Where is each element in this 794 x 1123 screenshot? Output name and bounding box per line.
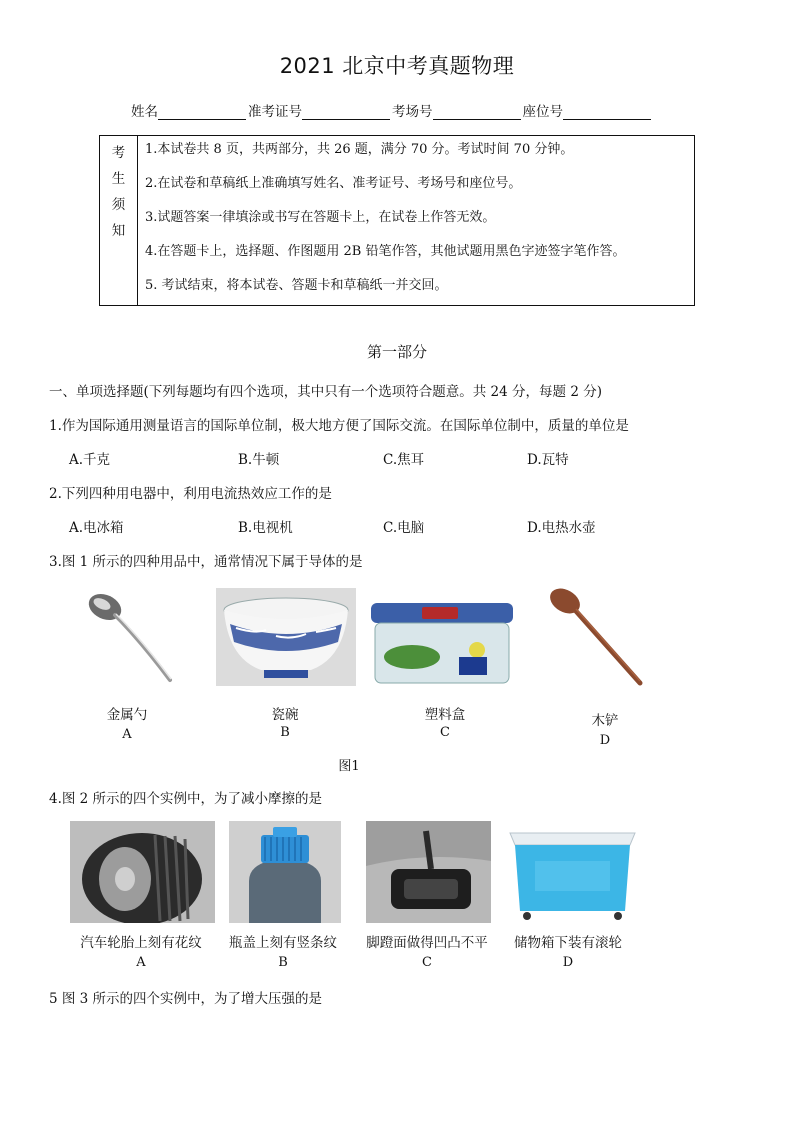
section-heading: 一、单项选择题(下列每题均有四个选项，其中只有一个选项符合题意。共 24 分，每题 2 分) bbox=[49, 384, 602, 400]
notice-side-char: 知 bbox=[111, 223, 126, 239]
plastic-box-image bbox=[367, 595, 517, 690]
seat-blank bbox=[563, 105, 651, 120]
q1-option-b: B.牛顿 bbox=[238, 452, 280, 468]
candidate-info-line bbox=[131, 100, 653, 120]
car-tire-image bbox=[70, 821, 215, 923]
q4-caption-b: 瓶盖上刻有竖条纹 bbox=[229, 935, 337, 951]
q4-caption-d: 储物箱下装有滚轮 bbox=[514, 935, 622, 951]
q4-letter-d: D bbox=[562, 955, 574, 970]
q3-letter-d: D bbox=[599, 733, 611, 748]
metal-spoon-image bbox=[70, 585, 185, 690]
q1-option-c: C.焦耳 bbox=[383, 452, 425, 468]
q2-option-c: C.电脑 bbox=[383, 520, 425, 536]
q4-caption-a: 汽车轮胎上刻有花纹 bbox=[80, 935, 202, 951]
notice-rule: 4.在答题卡上，选择题、作图题用 2B 铅笔作答，其他试题用黑色字迹签字笔作答。 bbox=[145, 244, 626, 259]
notice-side-label bbox=[100, 136, 138, 305]
wooden-spatula-image bbox=[540, 585, 655, 690]
bicycle-pedal-image bbox=[366, 821, 491, 923]
q3-caption-c: 塑料盒 bbox=[424, 707, 466, 723]
q4-letter-c: C bbox=[422, 955, 432, 970]
exam-notice-box bbox=[99, 135, 695, 306]
ticket-blank bbox=[302, 105, 390, 120]
page-title: 2021 北京中考真题物理 bbox=[279, 54, 515, 78]
porcelain-bowl-image bbox=[216, 588, 356, 686]
q3-letter-a: A bbox=[122, 727, 132, 742]
bottle-cap-image bbox=[229, 821, 341, 923]
notice-rule: 3.试题答案一律填涂或书写在答题卡上，在试卷上作答无效。 bbox=[145, 210, 496, 225]
q4-letter-a: A bbox=[136, 955, 146, 970]
q1-option-a: A.千克 bbox=[69, 452, 111, 468]
notice-side-char: 考 bbox=[111, 145, 126, 161]
ticket-label: 准考证号 bbox=[248, 104, 302, 120]
notice-rule: 2.在试卷和草稿纸上准确填写姓名、准考证号、考场号和座位号。 bbox=[145, 176, 522, 191]
q4-caption-c: 脚蹬面做得凹凸不平 bbox=[366, 935, 488, 951]
q3-caption-d: 木铲 bbox=[591, 713, 619, 729]
notice-side-char: 生 bbox=[111, 171, 126, 187]
q2-option-b: B.电视机 bbox=[238, 520, 293, 536]
q3-letter-c: C bbox=[440, 725, 450, 740]
name-label: 姓名 bbox=[131, 104, 158, 120]
storage-box-image bbox=[505, 821, 640, 923]
question-5-text: 5 图 3 所示的四个实例中，为了增大压强的是 bbox=[49, 991, 323, 1007]
question-3-text: 3.图 1 所示的四种用品中，通常情况下属于导体的是 bbox=[49, 554, 363, 570]
q2-option-d: D.电热水壶 bbox=[527, 520, 596, 536]
room-blank bbox=[433, 105, 521, 120]
q1-option-d: D.瓦特 bbox=[527, 452, 569, 468]
q3-caption-b: 瓷碗 bbox=[271, 707, 299, 723]
q3-letter-b: B bbox=[280, 725, 290, 740]
name-blank bbox=[158, 105, 246, 120]
room-label: 考场号 bbox=[392, 104, 433, 120]
notice-rule: 1.本试卷共 8 页，共两部分，共 26 题，满分 70 分。考试时间 70 分钟。 bbox=[145, 142, 574, 157]
question-2-text: 2.下列四种用电器中，利用电流热效应工作的是 bbox=[49, 486, 332, 502]
q4-letter-b: B bbox=[278, 955, 288, 970]
q3-caption-a: 金属勺 bbox=[106, 707, 148, 723]
q2-option-a: A.电冰箱 bbox=[69, 520, 124, 536]
part-title: 第一部分 bbox=[366, 343, 427, 361]
question-1-text: 1.作为国际通用测量语言的国际单位制，极大地方便了国际交流。在国际单位制中，质量的单位是 bbox=[49, 418, 629, 434]
figure-1-label: 图1 bbox=[338, 759, 360, 774]
question-4-text: 4.图 2 所示的四个实例中，为了减小摩擦的是 bbox=[49, 791, 323, 807]
notice-rule: 5. 考试结束，将本试卷、答题卡和草稿纸一并交回。 bbox=[145, 278, 448, 293]
seat-label: 座位号 bbox=[522, 104, 563, 120]
notice-side-char: 须 bbox=[111, 197, 126, 213]
